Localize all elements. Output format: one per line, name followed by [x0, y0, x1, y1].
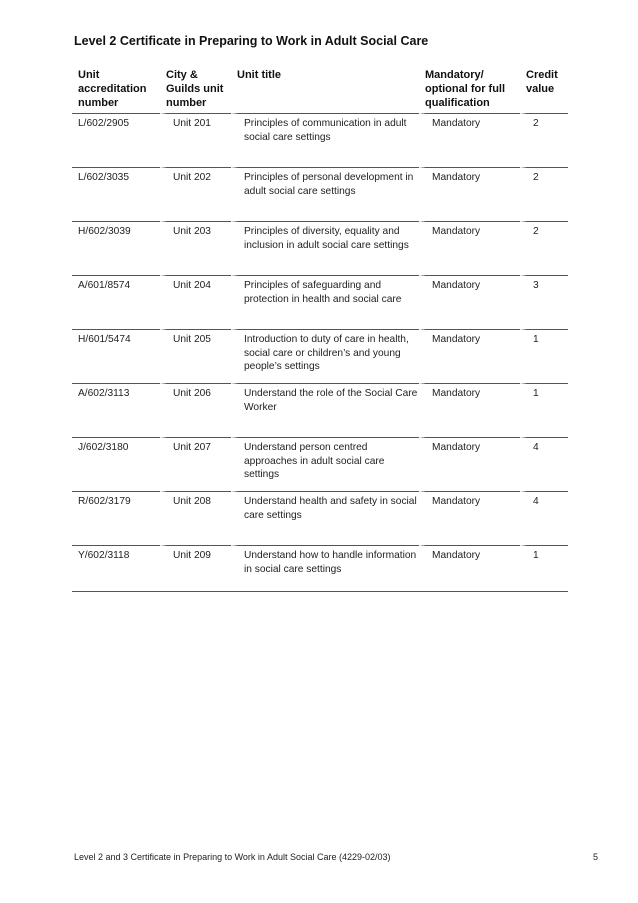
cell-accreditation: L/602/2905: [72, 113, 160, 167]
cell-cg-unit: Unit 204: [160, 275, 231, 329]
cell-cg-unit: Unit 203: [160, 221, 231, 275]
cell-cg-unit: Unit 208: [160, 491, 231, 545]
cell-unit-title: Principles of safeguarding and protection in health and social care: [231, 275, 419, 329]
cell-mandatory: Mandatory: [419, 491, 520, 545]
cell-unit-title: Understand the role of the Social Care Worker: [231, 383, 419, 437]
table-row: [72, 437, 568, 491]
cell-unit-title: Principles of personal development in adult social care settings: [231, 167, 419, 221]
cell-mandatory: Mandatory: [419, 545, 520, 599]
cell-cg-unit: Unit 206: [160, 383, 231, 437]
cell-unit-title: Principles of communication in adult social care settings: [231, 113, 419, 167]
table-row: [72, 329, 568, 383]
cell-credit: 3: [520, 275, 568, 329]
cell-cg-unit: Unit 202: [160, 167, 231, 221]
cell-cg-unit: Unit 205: [160, 329, 231, 383]
units-table: [72, 68, 568, 599]
table-body: [72, 113, 568, 599]
cell-credit: 4: [520, 491, 568, 545]
table-row: [72, 167, 568, 221]
table-row: [72, 113, 568, 167]
cell-unit-title: Understand health and safety in social care settings: [231, 491, 419, 545]
cell-accreditation: Y/602/3118: [72, 545, 160, 599]
cell-mandatory: Mandatory: [419, 221, 520, 275]
cell-accreditation: H/601/5474: [72, 329, 160, 383]
cell-unit-title: Understand person centred approaches in adult social care settings: [231, 437, 419, 491]
header-accreditation: Unit accreditation number: [78, 69, 147, 109]
cell-credit: 1: [520, 383, 568, 437]
page-number: 5: [592, 852, 598, 862]
header-unit-title: Unit title: [237, 69, 281, 81]
table-row: [72, 275, 568, 329]
cell-accreditation: J/602/3180: [72, 437, 160, 491]
header-credit: Credit value: [526, 69, 558, 95]
header-cg-unit: City & Guilds unit number: [166, 69, 224, 109]
cell-cg-unit: Unit 207: [160, 437, 231, 491]
cell-credit: 1: [520, 329, 568, 383]
table-row: [72, 221, 568, 275]
document-title: Level 2 Certificate in Preparing to Work in Adult Social Care: [74, 34, 429, 48]
cell-accreditation: L/602/3035: [72, 167, 160, 221]
cell-mandatory: Mandatory: [419, 437, 520, 491]
cell-credit: 2: [520, 167, 568, 221]
cell-mandatory: Mandatory: [419, 383, 520, 437]
table-row: [72, 383, 568, 437]
footer-text: Level 2 and 3 Certificate in Preparing to Work in Adult Social Care (4229-02/03): [74, 852, 391, 862]
cell-mandatory: Mandatory: [419, 329, 520, 383]
cell-credit: 1: [520, 545, 568, 599]
header-mandatory: Mandatory/ optional for full qualification: [425, 69, 506, 109]
cell-unit-title: Introduction to duty of care in health, social care or children’s and young people’s settings: [231, 329, 419, 383]
cell-accreditation: H/602/3039: [72, 221, 160, 275]
cell-mandatory: Mandatory: [419, 167, 520, 221]
cell-accreditation: A/602/3113: [72, 383, 160, 437]
table-bottom-rule: [72, 591, 568, 592]
cell-cg-unit: Unit 209: [160, 545, 231, 599]
cell-credit: 2: [520, 221, 568, 275]
cell-mandatory: Mandatory: [419, 275, 520, 329]
table-header-row: [72, 68, 568, 113]
cell-accreditation: A/601/8574: [72, 275, 160, 329]
cell-mandatory: Mandatory: [419, 113, 520, 167]
cell-credit: 4: [520, 437, 568, 491]
cell-unit-title: Principles of diversity, equality and inclusion in adult social care settings: [231, 221, 419, 275]
cell-accreditation: R/602/3179: [72, 491, 160, 545]
cell-unit-title: Understand how to handle information in social care settings: [231, 545, 419, 599]
cell-cg-unit: Unit 201: [160, 113, 231, 167]
cell-credit: 2: [520, 113, 568, 167]
table-row: [72, 491, 568, 545]
